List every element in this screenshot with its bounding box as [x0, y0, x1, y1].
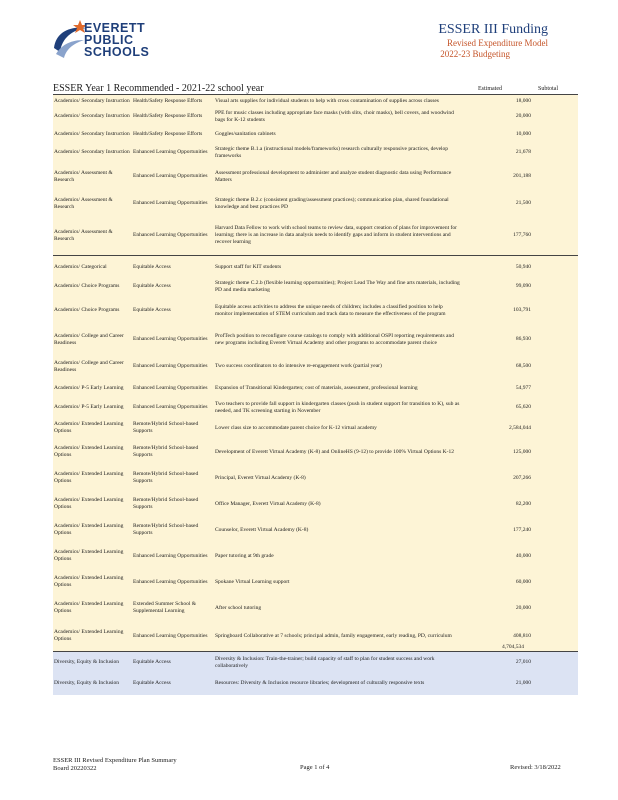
row-category-text: Remote/Hybrid School-based Supports [133, 445, 199, 458]
row-description [215, 296, 460, 325]
row-category-text: Equitable Access [133, 263, 171, 270]
row-amount [463, 543, 531, 569]
row-amount-text: 40,000 [515, 552, 531, 559]
row-area [54, 216, 130, 255]
row-category [133, 256, 211, 278]
row-amount [463, 325, 531, 354]
row-area-text: Academics/ Extended Learning Options [54, 575, 124, 588]
row-area [54, 162, 130, 191]
row-category-text: Enhanced Learning Opportunities [133, 363, 208, 369]
row-amount-text: 125,000 [513, 448, 531, 455]
row-category-text: Enhanced Learning Opportunities [133, 632, 208, 639]
row-category [133, 491, 211, 517]
page-number: Page 1 of 4 [300, 764, 330, 771]
row-amount-text: 21,678 [515, 149, 531, 155]
row-area-text: Academics/ Assessment & Research [54, 228, 113, 242]
table-row [53, 517, 578, 543]
row-description-text: Strategic theme C.2.b (flexible learning opportunities); Project Lead The Way and fine arts materials, including PD and media marketing [215, 279, 460, 293]
row-category-text: Remote/Hybrid School-based Supports [133, 523, 199, 536]
row-description [215, 491, 460, 517]
row-category-text: Enhanced Learning Opportunities [133, 385, 208, 391]
row-category [133, 95, 211, 108]
table-row [53, 191, 578, 216]
row-category-text: Enhanced Learning Opportunities [133, 173, 208, 179]
row-category [133, 417, 211, 439]
row-amount-text: 177,760 [513, 232, 531, 238]
row-description [215, 354, 460, 379]
row-category-text: Enhanced Learning Opportunities [133, 232, 208, 238]
row-category-text: Enhanced Learning Opportunities [133, 149, 208, 155]
row-area [54, 543, 130, 569]
row-area-text: Academics/ Extended Learning Options [54, 601, 124, 614]
row-amount-text: 27,010 [515, 659, 531, 665]
row-description-text: Equitable access activities to address the unique needs of children; includes a classified position to help monitor implementation of STEM curriculum and track data to measure the effectiveness of the program [215, 303, 446, 317]
row-area [54, 125, 130, 143]
row-area [54, 296, 130, 325]
row-description [215, 517, 460, 543]
row-amount-text: 20,000 [515, 604, 531, 611]
row-amount-text: 99,090 [515, 283, 531, 289]
row-description-text: ProfTech position to reconfigure course catalogs to comply with additional OSPI reporting requirements and new programs including Everett Virtual Academy and other programs to accommodate parent choice [215, 332, 454, 346]
row-category [133, 517, 211, 543]
row-category-text: Health/Safety Response Efforts [133, 98, 203, 104]
row-amount [463, 379, 531, 398]
row-category-text: Equitable Access [133, 307, 171, 313]
logo-line-2: PUBLIC [84, 33, 134, 47]
row-area-text: Academics/ Categorical [54, 263, 107, 270]
table-row [53, 125, 578, 143]
table-row [53, 465, 578, 491]
row-category [133, 465, 211, 491]
row-category-text: Health/Safety Response Efforts [133, 113, 203, 119]
row-area-text: Academics/ Extended Learning Options [54, 445, 124, 458]
row-amount-text: 20,000 [515, 113, 531, 119]
row-description-text: Harvard Data Fellow to work with school teams to review data, support creation of plans for improvement for learning; there is an increase in data analysis needs to identify gaps and inform in student interventions and recover learning [215, 225, 457, 245]
row-area [54, 465, 130, 491]
row-amount [463, 191, 531, 216]
row-amount-text: 68,500 [515, 363, 531, 369]
row-area-text: Academics/ Secondary Instruction [54, 130, 130, 137]
revised-date: Revised: 3/18/2022 [510, 764, 561, 771]
row-area [54, 491, 130, 517]
row-amount-text: 65,620 [515, 404, 531, 410]
document-subtitle-2: 2022-23 Budgeting [440, 49, 510, 59]
row-category [133, 143, 211, 162]
table-row [53, 543, 578, 569]
row-description-text: Office Manager, Everett Virtual Academy (K-8) [215, 500, 321, 507]
row-area-text: Academics/ Choice Programs [54, 283, 120, 289]
document-subtitle: Revised Expenditure Model [447, 38, 548, 48]
row-category-text: Extended Summer School & Supplemental Learning [133, 601, 197, 614]
row-amount-text: 10,000 [515, 130, 531, 137]
row-amount [463, 595, 531, 621]
table-row [53, 569, 578, 595]
table-row [53, 354, 578, 379]
row-amount [463, 296, 531, 325]
row-description-text: Diversity & Inclusion: Train-the-trainer; build capacity of staff to plan for student success and work collaboratively [215, 655, 435, 669]
row-category [133, 398, 211, 417]
table-row [53, 255, 578, 278]
row-amount [463, 95, 531, 108]
row-description [215, 652, 460, 673]
table-row [53, 108, 578, 125]
row-area-text: Academics/ Choice Programs [54, 307, 120, 313]
row-description-text: Paper tutoring at 9th grade [215, 552, 274, 559]
row-description [215, 417, 460, 439]
row-description [215, 398, 460, 417]
row-description-text: Counselor, Everett Virtual Academy (K-8) [215, 526, 309, 533]
row-amount [463, 652, 531, 673]
logo-line-1: EVERETT [84, 21, 146, 35]
row-area-text: Academics/ Extended Learning Options [54, 523, 124, 536]
row-description [215, 672, 460, 695]
row-amount [463, 465, 531, 491]
row-area [54, 672, 130, 695]
row-category [133, 569, 211, 595]
row-area [54, 417, 130, 439]
row-category [133, 595, 211, 621]
table-row [53, 296, 578, 325]
table-row [53, 439, 578, 465]
row-amount-text: 207,266 [513, 474, 531, 481]
row-description-text: Spokane Virtual Learning support [215, 578, 290, 585]
column-header-subtotal: Subtotal [538, 86, 559, 92]
row-category [133, 162, 211, 191]
row-amount-text: 21,500 [515, 200, 531, 206]
row-area [54, 398, 130, 417]
row-amount [463, 569, 531, 595]
row-description-text: Two success coordinators to do intensive re-engagement work (partial year) [215, 363, 382, 369]
row-amount [463, 491, 531, 517]
row-category [133, 296, 211, 325]
row-area [54, 621, 130, 651]
row-description [215, 379, 460, 398]
row-category-text: Health/Safety Response Efforts [133, 130, 203, 137]
table-row [53, 417, 578, 439]
row-area [54, 277, 130, 296]
row-description [215, 191, 460, 216]
row-amount [463, 354, 531, 379]
table-row [53, 95, 578, 108]
row-amount-text: 21,000 [515, 680, 531, 686]
row-area-text: Academics/ Extended Learning Options [54, 421, 124, 434]
row-area-text: Academics/ Extended Learning Options [54, 549, 124, 562]
row-description [215, 325, 460, 354]
row-amount-text: 2,584,044 [509, 424, 531, 431]
row-description [215, 439, 460, 465]
table-row [53, 672, 578, 695]
row-amount [463, 439, 531, 465]
row-category [133, 354, 211, 379]
row-description-text: Two teachers to provide fall support in kindergarten classes (push in student support for transition to K), sub as needed, and TK screening starting in November [215, 400, 460, 414]
logo-line-3: SCHOOLS [84, 45, 150, 59]
row-description-text: Strategic theme B.2.c (consistent grading/assessment practices); communication plan, shared foundational knowledge and best practices PD [215, 196, 449, 210]
document-header [438, 22, 548, 60]
row-category-text: Enhanced Learning Opportunities [133, 404, 208, 410]
row-area-text: Academics/ Assessment & Research [54, 169, 113, 183]
row-description-text: Springboard Collaborative at 7 schools; principal admin, family engagement, early reading, PD, curriculum [215, 632, 452, 639]
row-amount-text: 86,930 [515, 336, 531, 342]
row-amount [463, 216, 531, 255]
row-description [215, 125, 460, 143]
row-description-text: Goggles/sanitation cabinets [215, 130, 276, 137]
table-row [53, 398, 578, 417]
row-description-text: Visual arts supplies for individual students to help with cross contamination of supplies across classes [215, 98, 439, 104]
row-area-text: Academics/ Secondary Instruction [54, 149, 130, 155]
row-description [215, 595, 460, 621]
row-description [215, 162, 460, 191]
row-category-text: Remote/Hybrid School-based Supports [133, 497, 199, 510]
section-header [53, 83, 578, 94]
row-area [54, 95, 130, 108]
table-row [53, 143, 578, 162]
table-row [53, 491, 578, 517]
table-row [53, 325, 578, 354]
row-category [133, 325, 211, 354]
row-amount-text: 408,810 [513, 632, 531, 639]
row-amount-text: 54,977 [515, 385, 531, 391]
row-area [54, 143, 130, 162]
row-description [215, 621, 460, 651]
row-category [133, 379, 211, 398]
row-area-text: Academics/ Extended Learning Options [54, 629, 124, 642]
row-amount [463, 108, 531, 125]
document-title: ESSER III Funding [438, 22, 548, 37]
row-category [133, 439, 211, 465]
row-description-text: PPE for music classes including appropriate face masks (with slits, choir masks), bell covers, and woodwind bags for K-12 students [215, 109, 454, 123]
table-row [53, 277, 578, 296]
row-category [133, 652, 211, 673]
column-header-estimated: Estimated [478, 86, 502, 92]
row-amount-text: 60,000 [515, 578, 531, 585]
row-category [133, 191, 211, 216]
row-area-text: Academics/ Secondary Instruction [54, 113, 130, 119]
row-area-text: Academics/ Extended Learning Options [54, 471, 124, 484]
row-area-text: Academics/ P-5 Early Learning [54, 404, 124, 410]
row-description [215, 216, 460, 255]
row-description-text: Principal, Everett Virtual Academy (K-8) [215, 474, 306, 481]
row-category-text: Enhanced Learning Opportunities [133, 200, 208, 206]
row-amount [463, 672, 531, 695]
row-area-text: Academics/ P-5 Early Learning [54, 385, 124, 391]
row-category-text: Equitable Access [133, 283, 171, 289]
row-category [133, 277, 211, 296]
row-amount-text: 50,940 [515, 263, 531, 270]
row-description-text: Strategic theme B.1.a (instructional models/frameworks) research culturally responsive practices, develop frameworks [215, 145, 449, 159]
row-description [215, 277, 460, 296]
row-description [215, 569, 460, 595]
row-description [215, 143, 460, 162]
row-description-text: Assessment professional development to administer and analyze student diagnostic data using Performance Matters [215, 169, 452, 183]
row-amount-text: 201,188 [513, 173, 531, 179]
table-row [53, 651, 578, 673]
row-category-text: Equitable Access [133, 680, 171, 686]
row-area [54, 191, 130, 216]
table-row [53, 216, 578, 255]
row-category [133, 621, 211, 651]
row-area-text: Academics/ College and Career Readiness [54, 332, 124, 346]
row-description-text: Lower class size to accommodate parent choice for K-12 virtual academy [215, 424, 377, 431]
row-area [54, 439, 130, 465]
row-amount [463, 256, 531, 278]
row-area [54, 108, 130, 125]
row-amount-text: 18,000 [515, 98, 531, 104]
row-area [54, 256, 130, 278]
footer-left [53, 757, 177, 773]
table-row [53, 379, 578, 398]
row-area-text: Academics/ Assessment & Research [54, 196, 113, 210]
row-description [215, 95, 460, 108]
row-category [133, 108, 211, 125]
row-amount-text: 82,200 [515, 500, 531, 507]
row-amount [463, 143, 531, 162]
table-row [53, 595, 578, 621]
row-category-text: Enhanced Learning Opportunities [133, 336, 208, 342]
row-description-text: Support staff for KIT students [215, 263, 282, 270]
footer-line-1: ESSER III Revised Expenditure Plan Summary [53, 757, 177, 764]
row-area-text: Academics/ Secondary Instruction [54, 98, 130, 104]
section-title: ESSER Year 1 Recommended - 2021-22 school year [53, 83, 264, 94]
row-area [54, 354, 130, 379]
row-amount-text: 103,791 [513, 307, 531, 313]
row-amount [463, 398, 531, 417]
row-category [133, 543, 211, 569]
row-description-text: Development of Everett Virtual Academy (K-8) and OnlineHS (9-12) to provide 100% Virtual Options K-12 [215, 448, 454, 455]
row-description [215, 108, 460, 125]
row-category-text: Equitable Access [133, 659, 171, 665]
row-area-text: Diversity, Equity & Inclusion [54, 659, 120, 665]
row-category-text: Remote/Hybrid School-based Supports [133, 421, 199, 434]
footer-line-2: Board 20220322 [53, 765, 97, 772]
row-amount [463, 417, 531, 439]
row-category [133, 216, 211, 255]
row-description-text: After school tutoring [215, 604, 262, 611]
row-amount [463, 162, 531, 191]
row-area [54, 517, 130, 543]
row-category [133, 125, 211, 143]
row-amount [463, 125, 531, 143]
row-amount [463, 517, 531, 543]
row-category [133, 672, 211, 695]
row-category-text: Remote/Hybrid School-based Supports [133, 471, 199, 484]
row-area-text: Academics/ Extended Learning Options [54, 497, 124, 510]
row-description [215, 465, 460, 491]
table-row [53, 162, 578, 191]
subtotal-value: 4,704,534 [502, 644, 524, 650]
row-area-text: Diversity, Equity & Inclusion [54, 680, 120, 686]
row-description [215, 256, 460, 278]
row-area [54, 652, 130, 673]
row-area [54, 325, 130, 354]
row-category-text: Enhanced Learning Opportunities [133, 578, 208, 585]
row-area [54, 379, 130, 398]
row-description-text: Resources: Diversity & Inclusion resource libraries; development of culturally responsive texts [215, 680, 425, 686]
row-category-text: Enhanced Learning Opportunities [133, 552, 208, 559]
row-description [215, 543, 460, 569]
row-amount-text: 177,240 [513, 526, 531, 533]
row-area [54, 569, 130, 595]
row-description-text: Expansion of Transitional Kindergarten; cost of materials, assessment, professional learning [215, 385, 418, 391]
row-amount [463, 277, 531, 296]
row-area-text: Academics/ College and Career Readiness [54, 359, 124, 373]
district-logo [50, 18, 180, 64]
row-area [54, 595, 130, 621]
